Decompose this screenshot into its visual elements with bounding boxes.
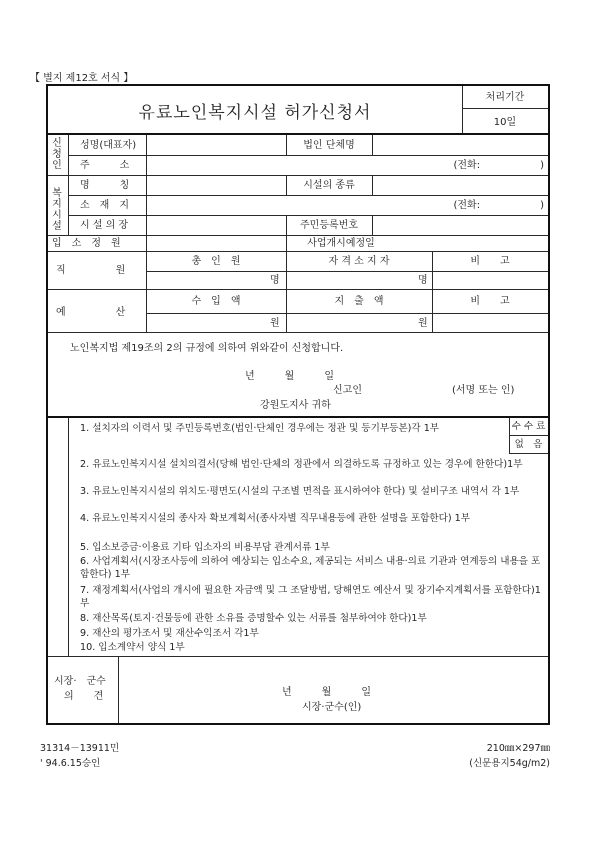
declaration-date: 년 월 일 [245, 371, 334, 382]
page-title: 유료노인복지시설 허가신청서 [138, 103, 372, 123]
paper-type: (신문용지54g/m2) [469, 758, 550, 769]
processing-value: 10일 [493, 117, 517, 128]
facility-location-label: 소 재 지 [80, 200, 129, 211]
attachment-item: 9. 재산의 평가조서 및 재산수익조서 각1부 [80, 628, 259, 639]
facility-side-label: 복지시설 [52, 188, 62, 232]
facility-name-label: 명 칭 [80, 180, 130, 191]
staff-qualified-header: 자 격 소 지 자 [328, 256, 390, 267]
corp-name-label: 법인 단체명 [303, 140, 355, 151]
open-date-label: 사업개시예정일 [307, 238, 375, 249]
opinion-label-2: 의 견 [64, 691, 104, 702]
frame-bottom [46, 723, 550, 725]
budget-note-header: 비 고 [470, 296, 510, 307]
budget-unit-2: 원 [418, 318, 428, 329]
budget-income-header: 수 입 액 [191, 296, 241, 307]
facility-phone: (전화: ) [453, 200, 544, 211]
declarant-label: 신고인 [333, 385, 362, 396]
frame-right [548, 84, 550, 725]
recipient: 강원도지사 귀하 [260, 400, 331, 411]
attachment-item: 4. 유료노인복지시설의 종사자 확보계획서(종사자별 직무내용등에 관한 설명을 포함한다) 1부 [80, 513, 471, 524]
attachment-item: 8. 재산목록(토지·건물등에 관한 소유를 증명할수 있는 서류를 첨부하여야 한다)1부 [80, 613, 427, 624]
signature-note: (서명 또는 인) [452, 385, 515, 396]
capacity-label: 입 소 정 원 [52, 238, 121, 249]
budget-unit-1: 원 [270, 318, 280, 329]
attachment-item: 7. 재정계획서(사업의 개시에 필요한 자금액 및 그 조달방법, 당해연도 예산서 및 장기수지계획서를 포함한다)1부 [80, 585, 541, 609]
processing-label: 처리기간 [485, 92, 525, 103]
attachment-item: 3. 유료노인복지시설의 위치도·평면도(시설의 구조별 면적을 표시하여야 한다) 및 설비구조 내역서 각 1부 [80, 486, 520, 497]
staff-label: 직 원 [56, 265, 126, 276]
fee-label: 수 수 료 [511, 421, 546, 432]
facility-type-label: 시설의 종류 [303, 180, 355, 191]
attachment-item: 1. 설치자의 이력서 및 주민등록번호(법인·단체인 경우에는 정관 및 등기부등본)각 1부 [80, 423, 440, 434]
attachment-item: 5. 입소보증금·이용료 기타 입소자의 비용부담 관계서류 1부 [80, 542, 330, 553]
applicant-name-label: 성명(대표자) [80, 140, 137, 151]
facility-head-label: 시 설 의 장 [80, 220, 129, 231]
approval-number: 31314－13911민 [40, 743, 120, 754]
staff-unit-2: 명 [418, 275, 428, 286]
opinion-label-1: 시장· 군수 [54, 676, 106, 687]
staff-note-header: 비 고 [470, 256, 510, 267]
budget-expense-header: 지 출 액 [334, 296, 384, 307]
approval-date: ' 94.6.15승인 [40, 758, 101, 769]
applicant-phone: (전화: ) [453, 160, 544, 171]
applicant-address-label: 주 소 [80, 160, 130, 171]
opinion-signer: 시장·군수(인) [302, 702, 362, 713]
budget-label: 예 산 [56, 307, 126, 318]
declaration-statement: 노인복지법 제19조의 2의 규정에 의하여 위와같이 신청합니다. [70, 343, 344, 354]
staff-unit-1: 명 [270, 275, 280, 286]
staff-total-header: 총 인 원 [191, 256, 241, 267]
attachment-item: 6. 사업계획서(시장조사등에 의하여 예상되는 입소수요, 제공되는 서비스 내용·의료 기관과 연계등의 내용을 포함한다) 1부 [80, 556, 541, 580]
resident-no-label: 주민등록번호 [300, 220, 358, 231]
attachment-item: 2. 유료노인복지시설 설치의결서(당해 법인·단체의 정관에서 의결하도록 규정하고 있는 경우에 한한다)1부 [80, 459, 523, 470]
opinion-date: 년 월 일 [282, 687, 371, 698]
frame-left [46, 84, 48, 725]
frame-top [46, 84, 550, 86]
form-number: 【 별지 제12호 서식 】 [30, 73, 134, 84]
applicant-side-label: 신청인 [52, 138, 62, 171]
attachment-item: 10. 입소계약서 양식 1부 [80, 642, 185, 653]
fee-value: 없 음 [514, 439, 543, 450]
paper-size: 210㎜×297㎜ [486, 743, 550, 754]
